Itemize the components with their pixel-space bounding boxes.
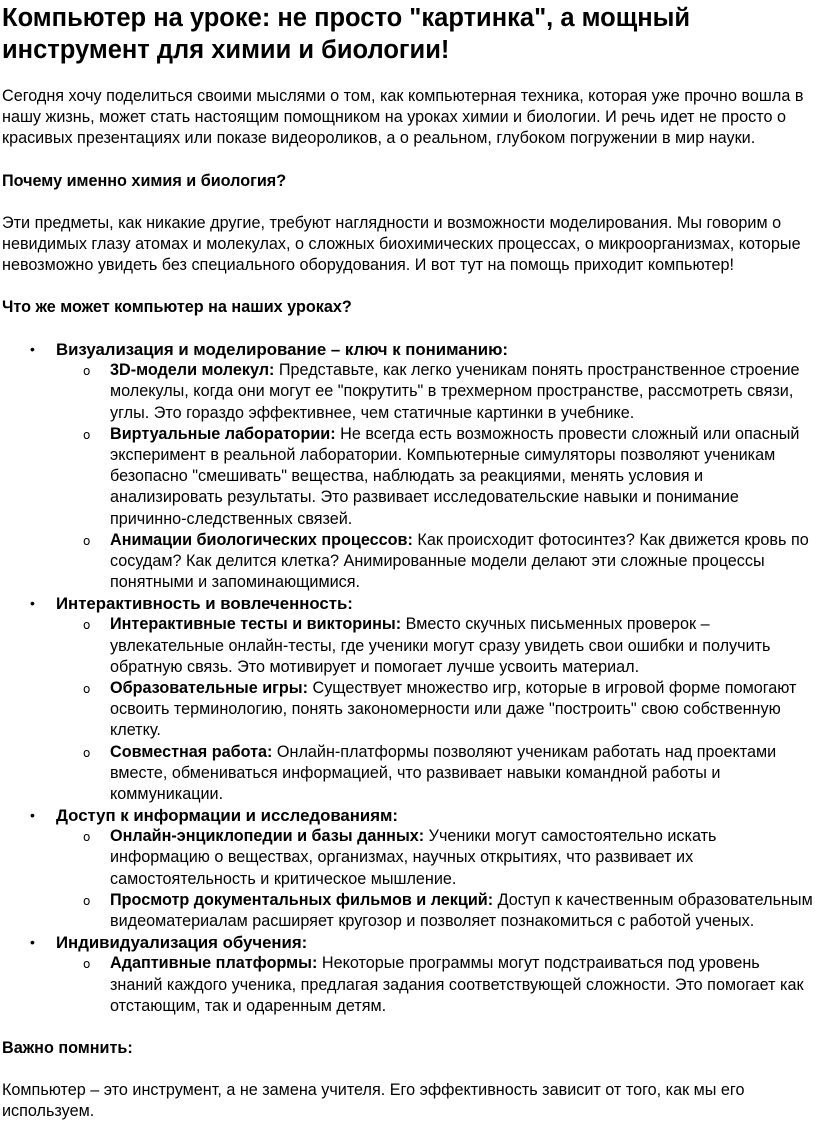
- why-paragraph: Эти предметы, как никакие другие, требуют наглядности и возможности моделирования. Мы говорим о невидимых глазу атомах и молекулах, о сложных биохимических процессах, о микроорганизмах, которые невозможно увидеть без специального оборудования. И вот тут на помощь приходит компьютер!: [2, 213, 801, 275]
- document-page: [0, 2, 816, 1122]
- sub-item-label: Совместная работа:: [110, 742, 273, 761]
- list-item-title: Индивидуализация обучения:: [56, 933, 308, 953]
- sub-item-label: 3D-модели молекул:: [110, 361, 275, 380]
- list-item: [2, 593, 816, 805]
- bullet-icon: •: [30, 807, 35, 824]
- circle-bullet-icon: o: [83, 427, 91, 442]
- sub-item-text: Как происходит фотосинтез? Как движется кровь по сосудам? Как делится клетка? Анимированные модели делают эти сложные процессы понятными и запоминающимися.: [110, 530, 809, 592]
- circle-bullet-icon: o: [83, 533, 91, 548]
- sub-item-label: Онлайн-энциклопедии и базы данных:: [110, 827, 425, 846]
- sub-list: [56, 953, 816, 1017]
- intro-paragraph: Сегодня хочу поделиться своими мыслями о том, как компьютерная техника, которая уже прочно вошла в нашу жизнь, может стать настоящим помощником на уроках химии и биологии. И речь идет не просто о красивых презентациях или показе видеороликов, а о реальном, глубоком погружении в мир науки.: [2, 87, 804, 148]
- sub-item-text: Ученики могут самостоятельно искать информацию о веществах, организмах, научных открытиях, что развивает их самостоятельность и критическое мышление.: [110, 827, 717, 888]
- sub-item-label: Образовательные игры:: [110, 679, 309, 698]
- sub-list: [56, 614, 816, 805]
- sub-item-label: Интерактивные тесты и викторины:: [110, 615, 402, 634]
- section-heading-what: Что же может компьютер на наших уроках?: [2, 298, 352, 317]
- remember-paragraph: Компьютер – это инструмент, а не замена учителя. Его эффективность зависит от того, как мы его используем.: [2, 1080, 745, 1121]
- bullet-icon: •: [30, 341, 35, 358]
- sub-item-text: Вместо скучных письменных проверок – увлекательные онлайн-тесты, где ученики могут сразу увидеть свои ошибки и получить обратную связь. Это мотивирует и помогает лучше усвоить материал.: [110, 615, 771, 676]
- sub-item-label: Виртуальные лаборатории:: [110, 424, 336, 443]
- sub-list-item: [56, 614, 816, 678]
- bullet-icon: •: [30, 595, 35, 612]
- circle-bullet-icon: o: [83, 830, 91, 845]
- sub-item-text: Существует множество игр, которые в игровой форме помогают освоить терминологию, понять закономерности или даже "построить" свою собственную клетку.: [110, 679, 797, 740]
- list-item-title: Доступ к информации и исследованиям:: [56, 806, 398, 826]
- sub-list-item: [56, 742, 816, 806]
- section-heading-remember: Важно помнить:: [2, 1038, 133, 1057]
- list-item: [2, 805, 816, 932]
- sub-list-item: [56, 826, 816, 890]
- sub-list-item: [56, 678, 816, 742]
- sub-item-label: Просмотр документальных фильмов и лекций:: [110, 890, 494, 909]
- sub-item-text: Доступ к качественным образовательным видеоматериалам расширяет кругозор и позволяет познакомиться с работой ученых.: [110, 890, 813, 931]
- bullet-icon: •: [30, 934, 35, 951]
- sub-list: [56, 826, 816, 932]
- circle-bullet-icon: o: [83, 682, 91, 697]
- sub-item-text: Представьте, как легко ученикам понять пространственное строение молекулы, когда они могут ее "покрутить" в трехмерном пространстве, рассмотреть связи, углы. Это гораздо эффективнее, чем статичные картинки в учебнике.: [110, 361, 800, 422]
- list-item-title: Визуализация и моделирование – ключ к пониманию:: [56, 340, 509, 360]
- sub-list: [56, 360, 816, 593]
- sub-item-text: Не всегда есть возможность провести сложный или опасный эксперимент в реальной лаборатории. Компьютерные симуляторы позволяют ученикам безопасно "смешивать" вещества, наблюдать за реакциями, менять условия и анализировать результаты. Это развивает исследовательские навыки и понимание причинно-следственных связей.: [110, 424, 800, 528]
- circle-bullet-icon: o: [83, 745, 91, 760]
- list-item-title: Интерактивность и вовлеченность:: [56, 594, 353, 614]
- sub-list-item: [56, 890, 816, 932]
- document-title: Компьютер на уроке: не просто "картинка", а мощный инструмент для химии и биологии!: [2, 4, 691, 64]
- circle-bullet-icon: o: [83, 364, 91, 379]
- sub-item-label: Адаптивные платформы:: [110, 954, 318, 973]
- sub-item-label: Анимации биологических процессов:: [110, 530, 413, 549]
- section-heading-why: Почему именно химия и биология?: [2, 171, 287, 190]
- circle-bullet-icon: o: [83, 618, 91, 633]
- sub-list-item: [56, 530, 816, 594]
- list-item: [2, 339, 816, 593]
- sub-list-item: [56, 424, 816, 530]
- sub-list-item: [56, 953, 816, 1017]
- circle-bullet-icon: o: [83, 957, 91, 972]
- sub-item-text: Онлайн-платформы позволяют ученикам работать над проектами вместе, обмениваться информацией, что развивает навыки командной работы и коммуникации.: [110, 742, 777, 804]
- circle-bullet-icon: o: [83, 893, 91, 908]
- list-item: [2, 932, 816, 1017]
- sub-item-text: Некоторые программы могут подстраиваться под уровень знаний каждого ученика, предлагая задания соответствующей сложности. Это помогает как отстающим, так и одаренным детям.: [110, 954, 804, 1015]
- features-list: [2, 339, 816, 1017]
- sub-list-item: [56, 360, 816, 424]
